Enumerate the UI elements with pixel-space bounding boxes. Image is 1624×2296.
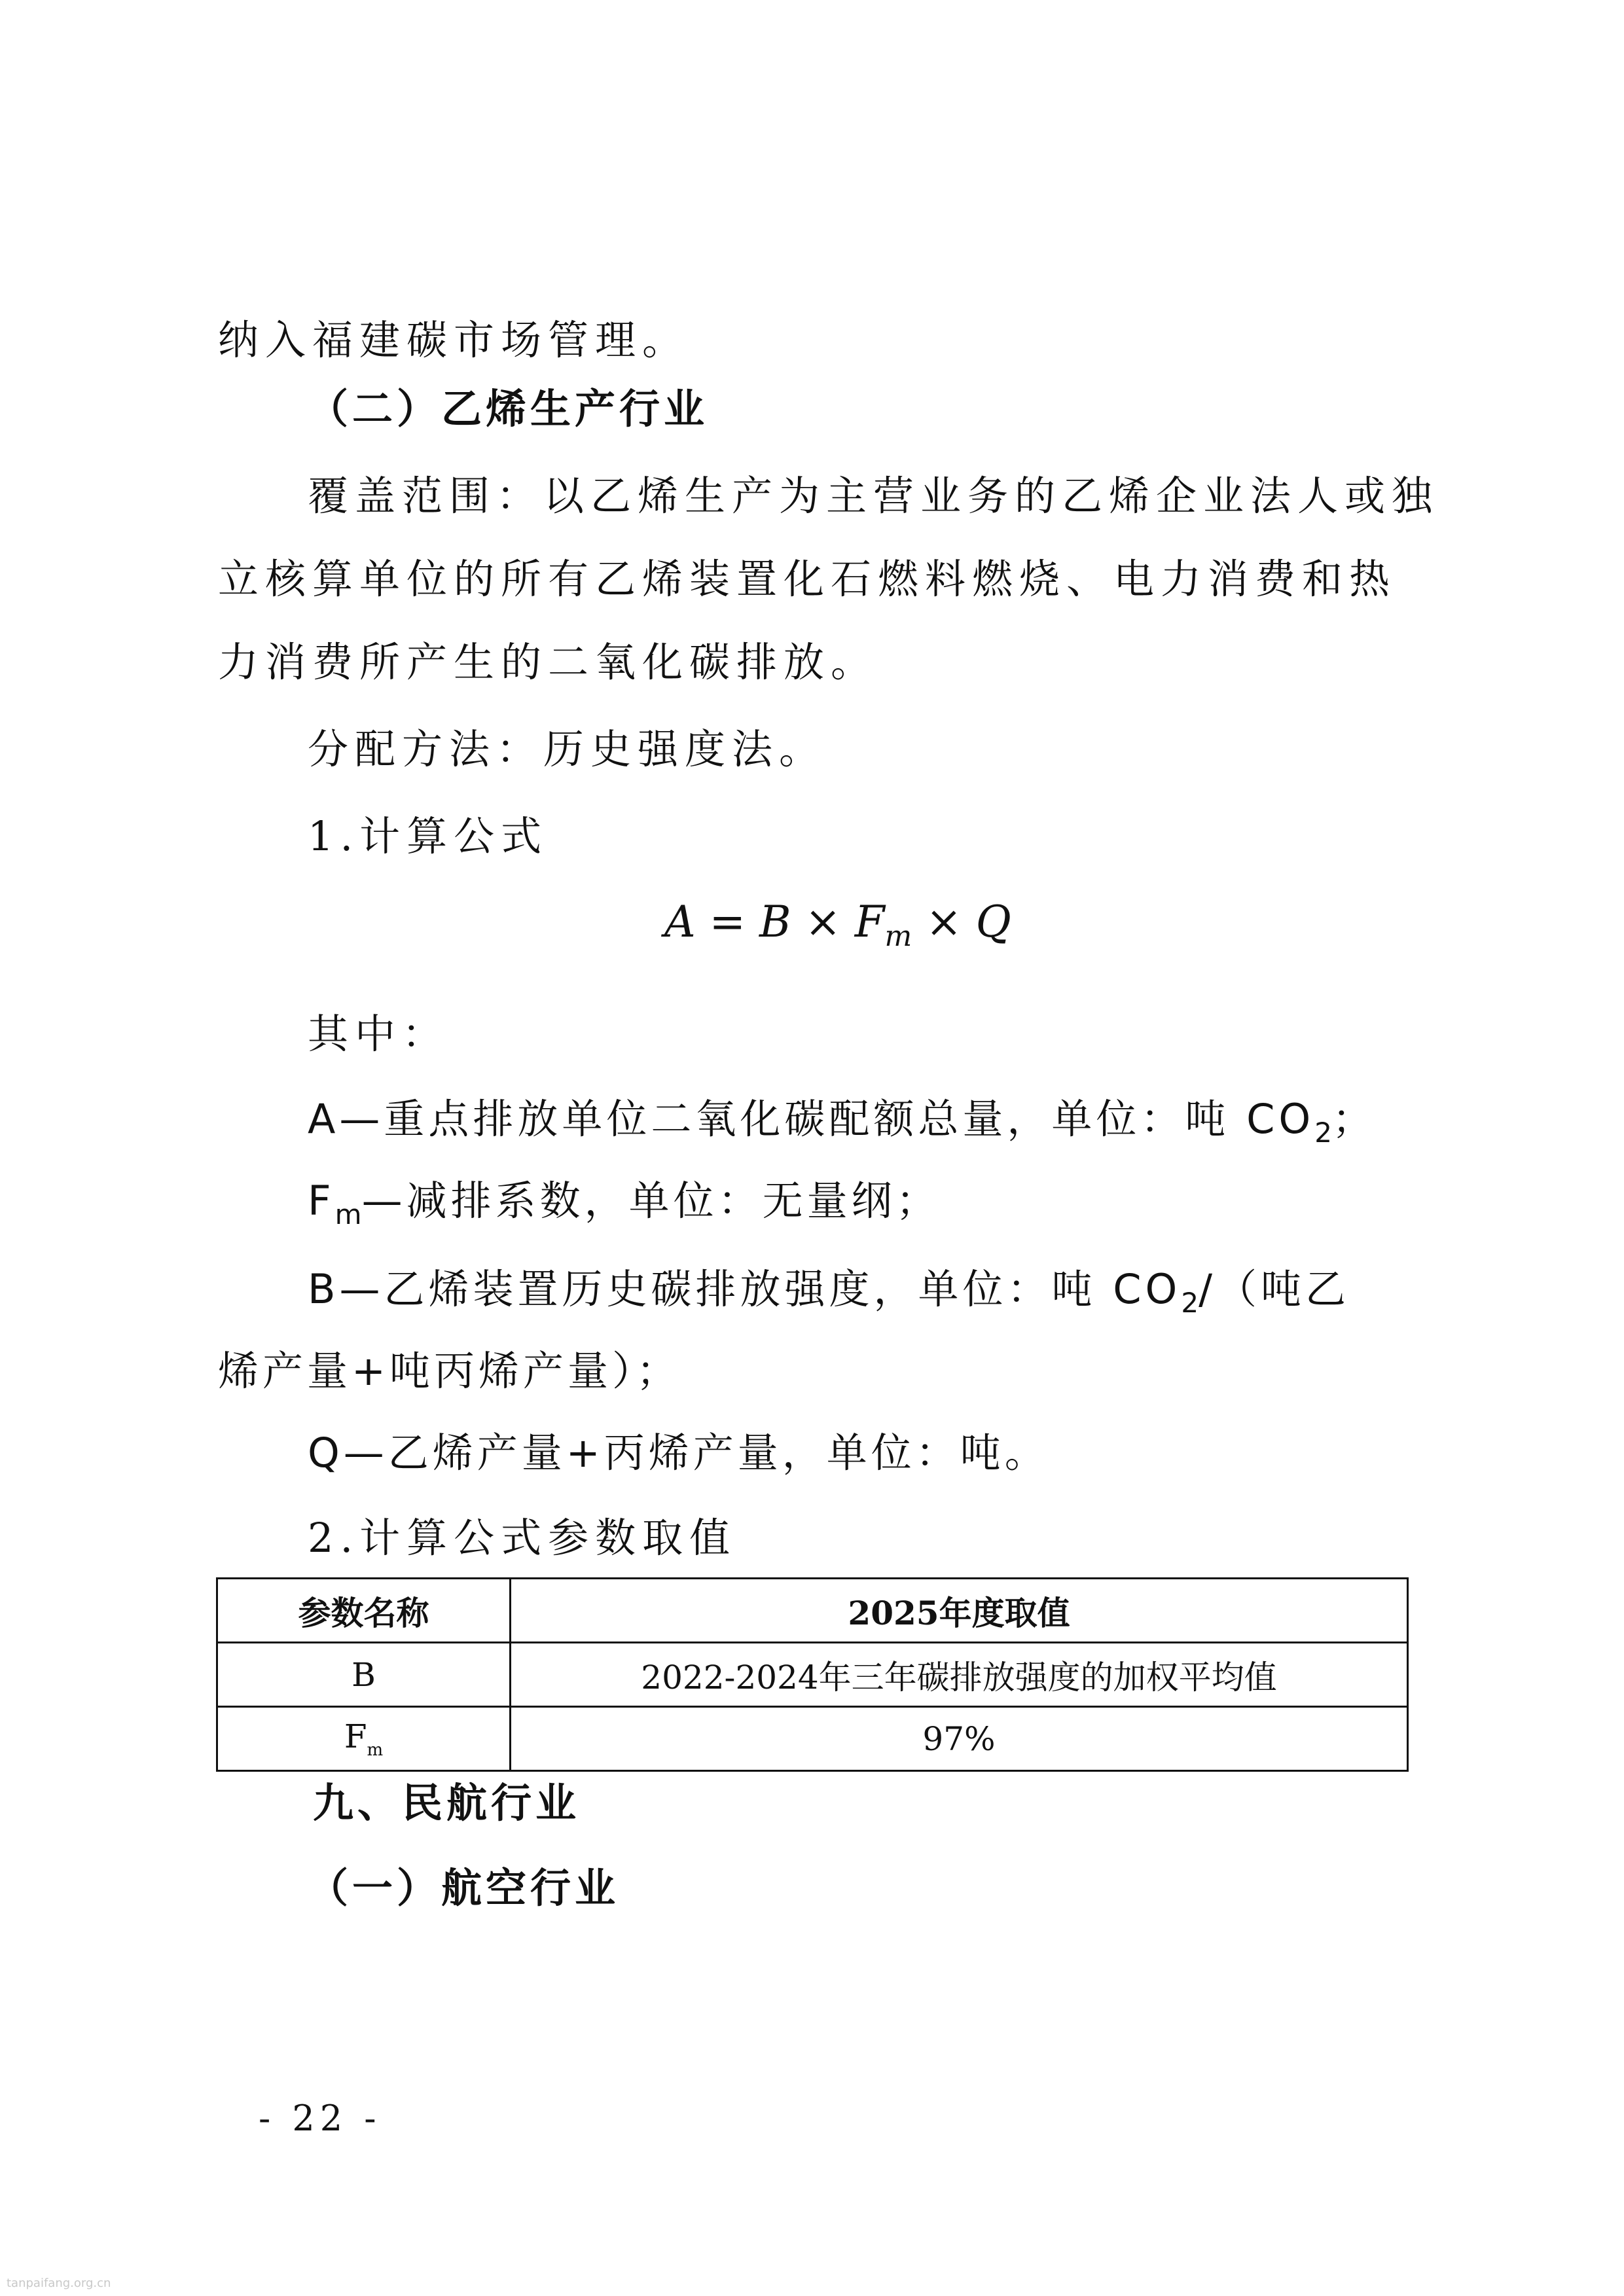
subsection-aviation-heading: （一）航空行业: [308, 1864, 620, 1912]
definition-b-end: /（吨乙: [1199, 1265, 1350, 1313]
param-name-subscript: m: [367, 1740, 384, 1760]
definition-fm-subscript: m: [334, 1198, 362, 1230]
formula-b: B: [759, 897, 791, 947]
definition-a: [308, 1086, 1377, 1149]
definition-a-text: A—重点排放单位二氧化碳配额总量，单位：吨 CO: [308, 1095, 1315, 1143]
table-cell-param: [217, 1643, 511, 1707]
definition-fm: [308, 1168, 941, 1230]
definition-a-subscript: 2: [1314, 1117, 1332, 1149]
formula-f-sub: m: [884, 920, 912, 954]
formula-f: F: [854, 897, 885, 947]
formula-equals: =: [709, 897, 746, 947]
table-cell-param: [217, 1707, 511, 1771]
param-name: B: [352, 1655, 376, 1694]
coverage-line-3: 力消费所产生的二氧化碳排放。: [218, 638, 878, 686]
definition-b-subscript: 2: [1181, 1287, 1199, 1319]
formula-times-2: ×: [926, 897, 962, 947]
table-row: [217, 1643, 1408, 1707]
formula-q: Q: [975, 897, 1011, 947]
definition-fm-text: —减排系数，单位：无量纲；: [361, 1177, 941, 1225]
definition-b-line-2: 烯产量+吨丙烯产量）；: [218, 1347, 681, 1395]
definition-q: Q—乙烯产量+丙烯产量，单位：吨。: [308, 1429, 1049, 1477]
definition-b-text: B—乙烯装置历史碳排放强度，单位：吨 CO: [308, 1265, 1182, 1313]
table-cell-value: 2022-2024年三年碳排放强度的加权平均值: [511, 1643, 1408, 1707]
paragraph-continuation: 纳入福建碳市场管理。: [218, 316, 690, 364]
page-number: - 22 -: [259, 2098, 382, 2139]
allocation-method: 分配方法：历史强度法。: [308, 725, 827, 773]
formula-lhs: A: [664, 897, 696, 947]
watermark: tanpaifang.org.cn: [7, 2276, 111, 2290]
allocation-formula: [664, 897, 1011, 953]
table-row: [217, 1707, 1408, 1771]
formula-times-1: ×: [804, 897, 841, 947]
table-cell-value: 97%: [511, 1707, 1408, 1771]
section-nine-heading: 九、民航行业: [313, 1779, 581, 1827]
section-heading: （二）乙烯生产行业: [308, 385, 709, 433]
definition-fm-symbol: F: [308, 1177, 335, 1225]
coverage-line-2: 立核算单位的所有乙烯装置化石燃料燃烧、电力消费和热: [218, 555, 1397, 603]
coverage-line-1: 覆盖范围：以乙烯生产为主营业务的乙烯企业法人或独: [308, 472, 1439, 520]
formula-heading: 1.计算公式: [308, 812, 549, 860]
table-header-row: [217, 1579, 1408, 1643]
params-heading: 2.计算公式参数取值: [308, 1514, 737, 1562]
parameter-table: [216, 1577, 1409, 1772]
definition-b: [308, 1257, 1350, 1319]
table-header-value: 2025年度取值: [511, 1579, 1408, 1643]
definition-a-end: ；: [1331, 1095, 1377, 1143]
param-name: F: [344, 1717, 367, 1755]
table-header-name: 参数名称: [217, 1579, 511, 1643]
where-label: 其中：: [308, 1010, 450, 1058]
